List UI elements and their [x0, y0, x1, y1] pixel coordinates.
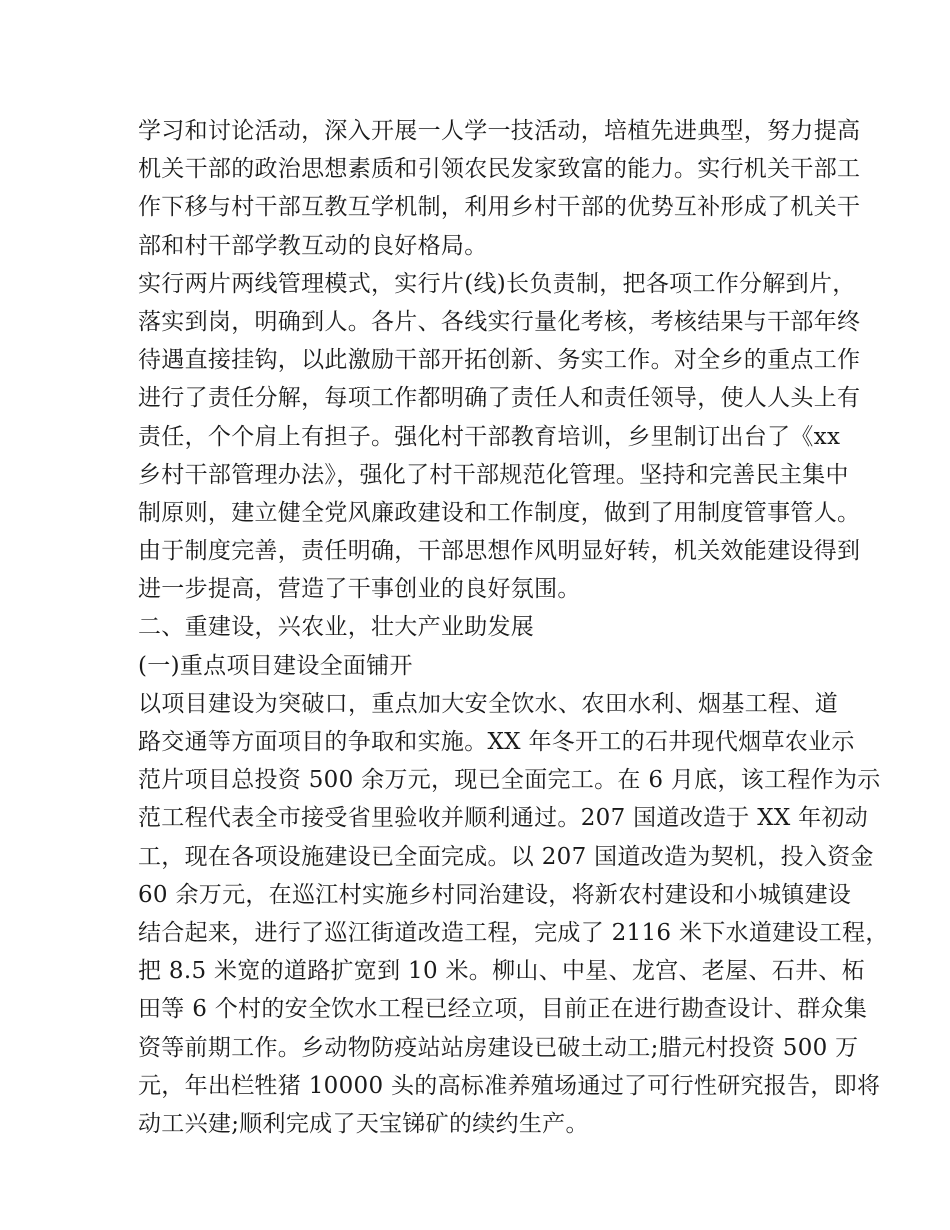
- text-line: 落实到岗，明确到人。各片、各线实行量化考核，考核结果与干部年终: [138, 308, 861, 335]
- text-line: 资等前期工作。乡动物防疫站站房建设已破土动工;腊元村投资 500 万: [138, 1034, 859, 1061]
- text-line: 学习和讨论活动，深入开展一人学一技活动，培植先进典型，努力提高: [138, 118, 861, 144]
- text-line: 路交通等方面项目的争取和实施。XX 年冬开工的石井现代烟草农业示: [138, 729, 855, 755]
- text-line: 范片项目总投资 500 余万元，现已全面完工。在 6 月底，该工程作为示: [138, 767, 881, 794]
- document-body: [138, 112, 889, 1143]
- text-line: 田等 6 个村的安全饮水工程已经立项，目前正在进行勘查设计、群众集: [138, 996, 868, 1023]
- text-line: 二、重建设，兴农业，壮大产业助发展: [138, 614, 535, 641]
- text-line: 责任，个个肩上有担子。强化村干部教育培训，乡里制订出台了《xx: [138, 423, 841, 450]
- text-line: 工，现在各项设施建设已全面完成。以 207 国道改造为契机，投入资金: [138, 843, 874, 870]
- text-line: 进行了责任分解，每项工作都明确了责任人和责任领导，使人人头上有: [138, 385, 861, 412]
- text-line: 由于制度完善，责任明确，干部思想作风明显好转，机关效能建设得到: [138, 538, 861, 565]
- text-line: 进一步提高，营造了干事创业的良好氛围。: [138, 576, 581, 603]
- text-line: 部和村干部学教互动的良好格局。: [138, 232, 488, 259]
- text-line: 动工兴建;顺利完成了天宝锑矿的续约生产。: [138, 1110, 589, 1137]
- text-line: (一)重点项目建设全面铺开: [138, 652, 413, 679]
- text-line: 元，年出栏牲猪 10000 头的高标准养殖场通过了可行性研究报告，即将: [138, 1072, 881, 1099]
- text-line: 制原则，建立健全党风廉政建设和工作制度，做到了用制度管事管人。: [138, 499, 861, 526]
- text-line: 机关干部的政治思想素质和引领农民发家致富的能力。实行机关干部工: [138, 156, 861, 183]
- text-line: 乡村干部管理办法》，强化了村干部规范化管理。坚持和完善民主集中: [138, 461, 849, 488]
- text-line: 作下移与村干部互教互学机制，利用乡村干部的优势互补形成了机关干: [138, 194, 861, 221]
- text-line: 待遇直接挂钩，以此激励干部开拓创新、务实工作。对全乡的重点工作: [138, 347, 861, 374]
- text-line: 实行两片两线管理模式，实行片(线)长负责制，把各项工作分解到片，: [138, 270, 856, 297]
- text-line: 把 8.5 米宽的道路扩宽到 10 米。柳山、中星、龙宫、老屋、石井、柘: [138, 958, 865, 985]
- text-line: 结合起来，进行了巡江街道改造工程，完成了 2116 米下水道建设工程，: [138, 919, 889, 946]
- text-line: 60 余万元，在巡江村实施乡村同治建设，将新农村建设和小城镇建设: [138, 881, 852, 908]
- text-line: 范工程代表全市接受省里验收并顺利通过。207 国道改造于 XX 年初动: [138, 805, 869, 832]
- text-line: 以项目建设为突破口，重点加大安全饮水、农田水利、烟基工程、道: [138, 690, 838, 717]
